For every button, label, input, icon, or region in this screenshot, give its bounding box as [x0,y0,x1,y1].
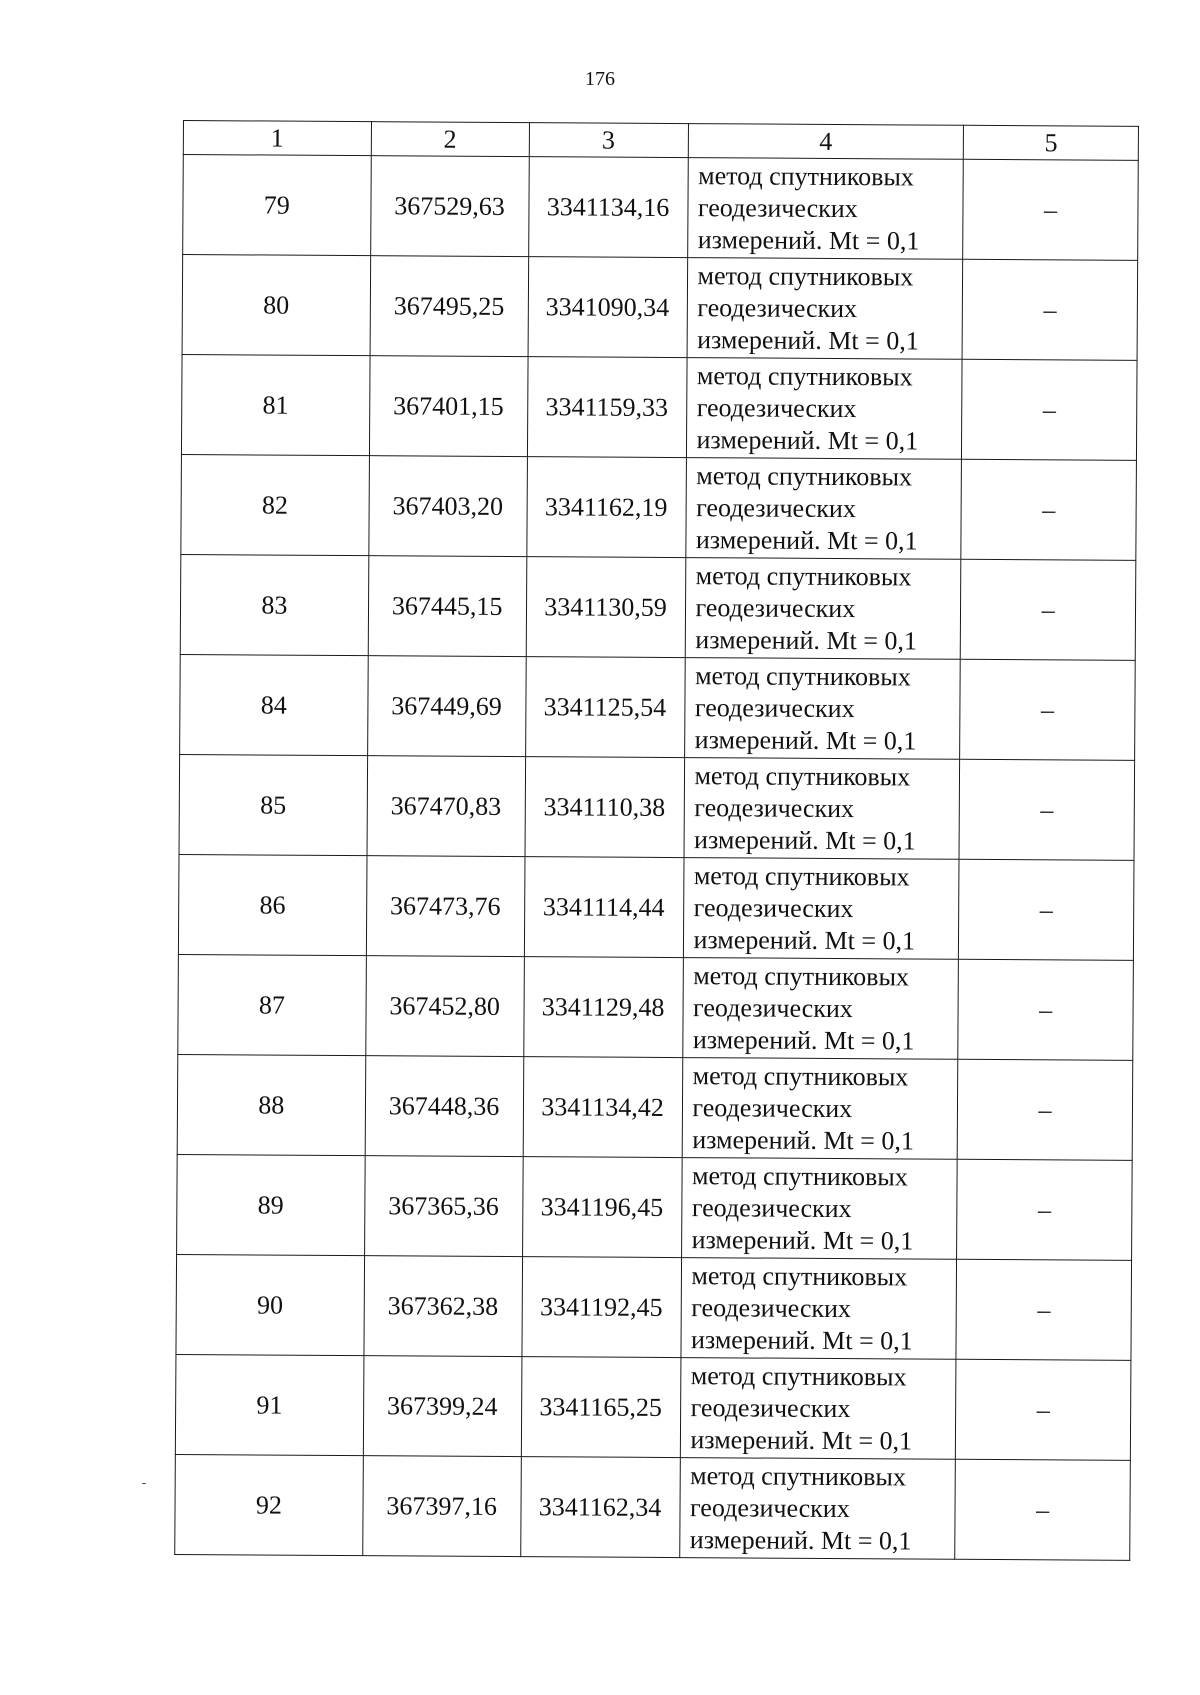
method-line: метод спутниковых [691,1160,908,1191]
method-line: измерений. Mt = 0,1 [689,1524,912,1555]
note-cell: – [962,359,1137,460]
point-number-cell: 80 [182,255,370,356]
coordinate-y-cell: 3341192,45 [522,1257,682,1358]
table-row [177,1054,1133,1160]
method-line: измерений. Mt = 0,1 [691,1224,914,1255]
coordinate-x-cell: 367362,38 [364,1256,523,1357]
method-cell [683,858,959,960]
table-row [176,1254,1132,1360]
coordinate-x-cell: 367452,80 [365,956,524,1057]
note-cell: – [961,459,1136,560]
point-number-cell: 87 [178,954,366,1055]
coordinate-y-cell: 3341196,45 [522,1157,682,1258]
table-row [178,954,1134,1060]
coordinate-x-cell: 367448,36 [365,1056,524,1157]
table-row [175,1354,1131,1460]
point-number-cell: 92 [175,1454,363,1555]
coordinate-x-cell: 367401,15 [369,356,528,457]
page-number: 176 [585,68,615,90]
note-cell: – [959,759,1134,860]
coordinate-x-cell: 367473,76 [366,856,525,957]
column-header-1: 1 [183,121,371,156]
method-line: геодезических [695,592,856,623]
method-line: метод спутниковых [695,660,911,691]
note-cell: – [959,859,1134,960]
header-row [183,121,1138,161]
method-line: метод спутниковых [690,1360,907,1391]
table-row [179,754,1135,860]
method-line: метод спутниковых [692,1060,909,1091]
coordinate-x-cell: 367403,20 [369,456,528,557]
note-cell: – [961,559,1136,660]
coordinates-table [174,120,1139,1561]
coordinate-x-cell: 367470,83 [367,756,526,857]
method-cell [680,1358,956,1460]
coordinate-x-cell: 367365,36 [364,1156,523,1257]
method-line: геодезических [693,992,853,1023]
note-cell: – [960,659,1135,760]
table-body [175,155,1139,1561]
note-cell: – [957,1059,1132,1160]
method-line: измерений. Mt = 0,1 [692,1124,914,1155]
method-line: геодезических [697,192,858,223]
point-number-cell: 81 [181,354,369,455]
method-line: геодезических [697,292,858,323]
coordinate-y-cell: 3341114,44 [524,857,684,958]
coordinate-y-cell: 3341090,34 [528,257,688,358]
point-number-cell: 85 [179,754,367,855]
coordinate-x-cell: 367445,15 [368,556,527,657]
method-line: измерений. Mt = 0,1 [694,724,917,755]
point-number-cell: 79 [183,155,371,256]
column-header-3: 3 [529,123,688,158]
point-number-cell: 86 [178,854,366,955]
coordinate-y-cell: 3341134,42 [523,1057,683,1158]
coordinate-y-cell: 3341125,54 [525,657,685,758]
coordinate-x-cell: 367495,25 [370,256,529,357]
note-cell: – [958,959,1133,1060]
method-line: геодезических [694,792,855,823]
table-row [181,354,1137,460]
method-cell [685,558,961,660]
scan-artifact [142,1483,146,1484]
coordinate-x-cell: 367529,63 [370,156,529,257]
method-line: метод спутниковых [693,960,910,991]
coordinate-y-cell: 3341162,34 [520,1457,680,1558]
method-cell [682,958,958,1060]
method-cell [686,358,962,460]
point-number-cell: 90 [176,1254,364,1355]
method-line: геодезических [692,1092,853,1123]
method-line: метод спутниковых [690,1460,907,1491]
method-cell [687,158,963,260]
point-number-cell: 83 [180,554,368,655]
method-line: метод спутниковых [691,1260,908,1291]
point-number-cell: 82 [181,454,369,555]
method-line: измерений. Mt = 0,1 [695,624,918,655]
coordinate-y-cell: 3341130,59 [526,557,686,658]
table-row [180,654,1136,760]
method-line: измерений. Mt = 0,1 [696,424,919,455]
method-line: геодезических [690,1392,851,1423]
method-line: метод спутниковых [694,760,911,791]
method-line: метод спутниковых [697,260,914,291]
method-line: метод спутниковых [695,560,912,591]
coordinate-y-cell: 3341159,33 [527,357,687,458]
method-line: метод спутниковых [696,460,913,491]
method-line: метод спутниковых [698,160,914,191]
method-cell [679,1458,955,1560]
method-line: геодезических [689,1492,850,1523]
method-cell [680,1258,956,1360]
method-cell [684,758,960,860]
note-cell: – [957,1159,1132,1260]
coordinate-y-cell: 3341129,48 [523,957,683,1058]
method-line: геодезических [694,692,855,723]
note-cell: – [963,159,1138,260]
point-number-cell: 91 [175,1354,363,1455]
coordinate-x-cell: 367399,24 [363,1356,522,1457]
method-line: измерений. Mt = 0,1 [690,1424,913,1455]
method-line: измерений. Mt = 0,1 [695,524,918,555]
column-header-2: 2 [371,122,529,157]
method-line: измерений. Mt = 0,1 [694,824,916,855]
note-cell: – [962,259,1137,360]
table-row [182,255,1138,361]
method-line: измерений. Mt = 0,1 [690,1324,913,1355]
coordinate-y-cell: 3341165,25 [521,1357,681,1458]
coordinate-x-cell: 367449,69 [367,656,526,757]
point-number-cell: 88 [177,1054,365,1155]
column-header-5: 5 [964,125,1139,160]
table-row [181,454,1137,560]
table-row [175,1454,1131,1560]
method-cell [681,1158,957,1260]
point-number-cell: 89 [177,1154,365,1255]
method-line: геодезических [691,1192,852,1223]
method-cell [684,658,960,760]
table-row [178,854,1134,960]
method-line: измерений. Mt = 0,1 [697,224,920,256]
table-row [177,1154,1133,1260]
method-cell [685,458,961,560]
method-cell [687,258,963,360]
method-line: измерений. Mt = 0,1 [697,324,919,355]
coordinate-y-cell: 3341162,19 [526,457,686,558]
method-line: геодезических [696,492,856,523]
method-line: геодезических [696,392,857,423]
method-line: метод спутниковых [696,360,913,391]
method-line: геодезических [691,1292,852,1323]
table-header [183,121,1138,161]
coordinate-y-cell: 3341134,16 [528,157,688,258]
note-cell: – [956,1259,1131,1360]
coordinate-y-cell: 3341110,38 [525,757,685,858]
method-line: измерений. Mt = 0,1 [692,1024,915,1055]
point-number-cell: 84 [180,654,368,755]
note-cell: – [955,1459,1130,1560]
coordinate-x-cell: 367397,16 [362,1456,521,1557]
method-line: метод спутниковых [693,860,910,891]
method-line: геодезических [693,892,854,923]
table-row [180,554,1136,660]
column-header-4: 4 [688,124,964,160]
method-line: измерений. Mt = 0,1 [693,924,916,955]
method-cell [682,1058,958,1160]
table-row [183,155,1139,261]
note-cell: – [956,1359,1131,1460]
